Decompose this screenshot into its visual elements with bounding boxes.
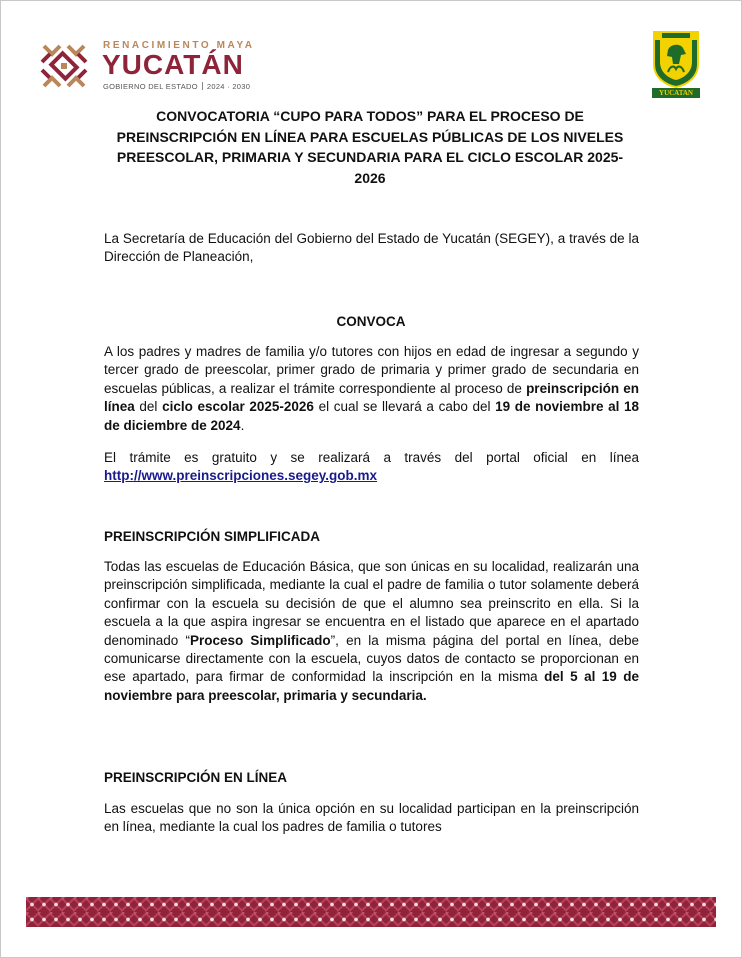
state-crest xyxy=(652,30,700,98)
convoca-bold-2: ciclo escolar 2025-2026 xyxy=(162,399,314,415)
logo-years: 2024 · 2030 xyxy=(206,82,251,91)
simplificada-text-2: ”, en la misma página del portal en línea, debe comunicarse directamente con la escuela, cuyos datos de contacto se proporcionan en ese apartado, para firmar de conformidad la inscripción en la misma xyxy=(104,632,639,685)
crest-label: YUCATAN xyxy=(652,88,700,98)
convoca-paragraph xyxy=(104,343,639,435)
logo-tagline: RENACIMIENTO MAYA xyxy=(103,40,255,51)
simplificada-bold-2: del 5 al 19 de noviembre para preescolar, primaria y secundaria. xyxy=(104,669,640,703)
simplificada-text-1: Todas las escuelas de Educación Básica, que son únicas en su localidad, realizarán una preinscripción simplificada, mediante la cual el padre de familia o tutor solamente deberá confirmar con la escuela su decisión de que el alumno sea preinscrito en ella. Si la escuela a la que aspira ingresar se encuentra en el listado que aparece en el apartado denominado “ xyxy=(104,559,639,648)
en-linea-paragraph: Las escuelas que no son la única opción en su localidad participan en la preinscripción en línea, mediante la cual los padres de familia o tutores xyxy=(104,801,639,835)
logo-divider xyxy=(202,82,203,90)
maya-pattern-icon xyxy=(36,40,92,92)
simplificada-bold-1: Proceso Simplificado xyxy=(189,632,331,648)
tramite-text: El trámite es gratuito y se realizará a través del portal oficial en línea xyxy=(104,450,639,465)
document-title: CONVOCATORIA “CUPO PARA TODOS” PARA EL PROCESO DE PREINSCRIPCIÓN EN LÍNEA PARA ESCUELAS PÚBLICAS DE LOS NIVELES PREESCOLAR, PRIMARIA Y SECUNDARIA PARA EL CICLO ESCOLAR 2025-2026 xyxy=(116,108,624,186)
tramite-paragraph xyxy=(104,449,639,486)
convoca-heading: CONVOCA xyxy=(336,314,406,329)
simplificada-heading: PREINSCRIPCIÓN SIMPLIFICADA xyxy=(104,529,321,544)
intro-paragraph: La Secretaría de Educación del Gobierno del Estado de Yucatán (SEGEY), a través de la Dirección de Planeación, xyxy=(104,231,639,265)
simplificada-paragraph xyxy=(104,558,639,705)
logo-name: YUCATÁN xyxy=(102,49,244,80)
logo-subtitle-text: GOBIERNO DEL ESTADO xyxy=(103,82,198,91)
convoca-text-1: A los padres y madres de familia y/o tutores con hijos en edad de ingresar a segundo y tercer grado de preescolar, primer grado de primaria y primer grado de secundaria en escuelas públicas, a realizar el trámite correspondiente al proceso de xyxy=(104,344,639,396)
convoca-text-4: . xyxy=(240,417,245,433)
coat-of-arms-icon xyxy=(652,30,700,88)
convoca-text-3: el cual se llevará a cabo del xyxy=(313,399,496,415)
logo-subtitle xyxy=(103,82,250,91)
yucatan-logo xyxy=(36,38,266,98)
en-linea-heading: PREINSCRIPCIÓN EN LÍNEA xyxy=(104,770,288,785)
convoca-bold-3: 19 de noviembre al 18 de diciembre de 2024 xyxy=(104,399,639,433)
convoca-text-2: del xyxy=(134,399,163,415)
footer-pattern-band xyxy=(26,897,716,927)
portal-link[interactable]: http://www.preinscripciones.segey.gob.mx xyxy=(104,468,378,484)
convoca-bold-1: preinscripción en línea xyxy=(104,380,639,415)
